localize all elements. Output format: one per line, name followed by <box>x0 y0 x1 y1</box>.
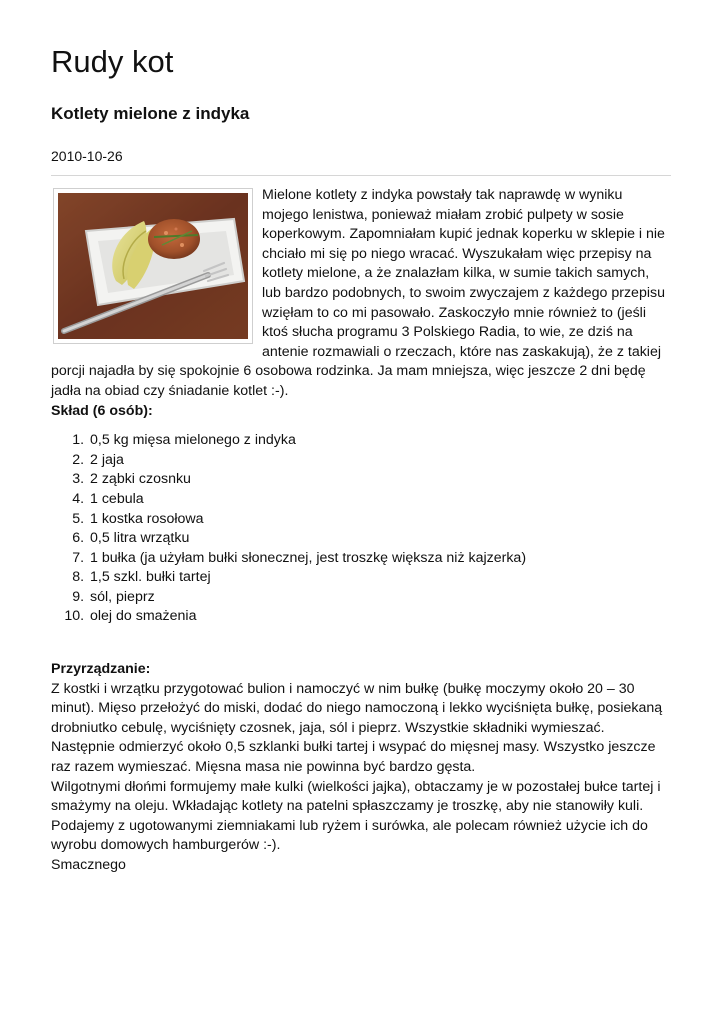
post-title[interactable]: Kotlety mielone z indyka <box>51 104 250 123</box>
list-item: 3. 2 ząbki czosnku <box>88 470 671 490</box>
preparation-section <box>51 660 671 876</box>
preparation-paragraph: Następnie odmierzyć około 0,5 szklanki bułki tartej i wsypać do mięsnej masy. Wszystko jeszcze raz razem wymieszać. Mięsna masa nie powinna być bardzo gęsta. <box>51 739 656 776</box>
list-item: 1. 0,5 kg mięsa mielonego z indyka <box>88 431 671 451</box>
preparation-paragraph: Wilgotnymi dłońmi formujemy małe kulki (wielkości jajka), obtaczamy je w pozostałej bułce tartej i smażymy na oleju. Wkładając kotlety na patelni spłaszczamy je troszkę, aby nie stanowiły kuli. <box>51 778 661 815</box>
preparation-heading: Przyrządzanie: <box>51 661 151 678</box>
list-item: 2. 2 jaja <box>88 451 671 471</box>
ingredients-list <box>51 431 671 627</box>
post-photo[interactable] <box>53 188 253 344</box>
list-item: 10. olej do smażenia <box>88 607 671 627</box>
ingredients-heading: Skład (6 osób): <box>51 402 153 419</box>
list-item: 8. 1,5 szkl. bułki tartej <box>88 568 671 588</box>
intro-paragraph: Mielone kotlety z indyka powstały tak naprawdę w wyniku mojego lenistwa, ponieważ miałam zrobić pulpety w sosie koperkowym. Zapomniałam kupić jednak koperku w sklepie i nie chciało mi się po niego wracać. Wyszukałam więc przepisy na kotlety mielone, a że znalazłam kilka, w sumie takich samych, lub bardzo podobnych, to swoim zwyczajem z każdego przepisu wzięłam to co mi pasowało. Zaskoczyło mnie również to (jeśli ktoś słucha programu 3 Polskiego Radia, to wie, ze dziś na antenie rozmawiali o rzeczach, które nas zaskakują), że z takiej porcji najadła by się spokojnie 6 osobowa rodzinka. Ja mam mniejsza, więc jeszcze 2 dni będę jadła na obiad czy śniadanie kotlet :-). <box>51 187 665 399</box>
closing-line: Smacznego <box>51 857 126 873</box>
divider <box>51 175 671 176</box>
list-item: 5. 1 kostka rosołowa <box>88 510 671 530</box>
post-date: 2010-10-26 <box>51 148 123 164</box>
preparation-paragraph: Z kostki i wrzątku przygotować bulion i namoczyć w nim bułkę (bułkę moczymy około 20 – 30 minut). Mięso przełożyć do miski, dodać do niego namoczoną i lekko wyciśnięta bułkę, posiekaną drobniutko cebulę, wyciśnięty czosnek, jaja, sól i pieprz. Wszystkie składniki wymieszać. <box>51 680 663 736</box>
list-item: 4. 1 cebula <box>88 490 671 510</box>
list-item: 9. sól, pieprz <box>88 588 671 608</box>
cutlet-photo-image <box>58 193 248 339</box>
post-content <box>51 186 671 876</box>
list-item: 6. 0,5 litra wrzątku <box>88 529 671 549</box>
preparation-paragraph: Podajemy z ugotowanymi ziemniakami lub ryżem i surówka, ale polecam również użycie ich do wyrobu domowych hamburgerów :-). <box>51 817 648 854</box>
list-item: 7. 1 bułka (ja użyłam bułki słonecznej, jest troszkę większa niż kajzerka) <box>88 549 671 569</box>
blog-title[interactable]: Rudy kot <box>51 44 174 79</box>
